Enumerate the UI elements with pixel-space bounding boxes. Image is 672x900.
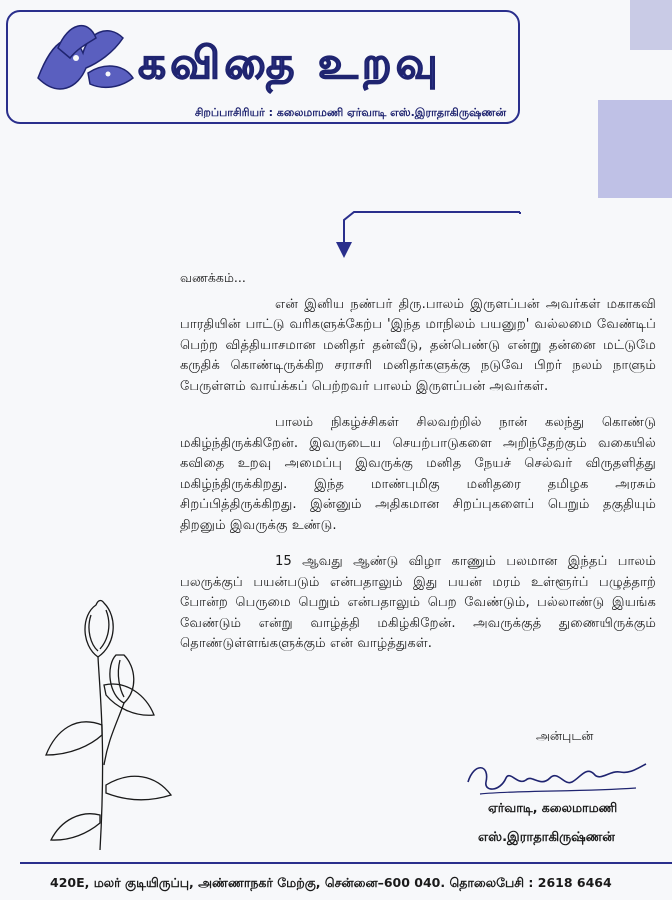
paragraph-1: என் இனிய நண்பர் திரு.பாலம் இருளப்பன் அவர்கள் மகாகவி பாரதியின் பாட்டு வரிகளுக்கேற்ப 'இந்த மாநிலம் பயனுற' வல்லமை வேண்டிப் பெற்ற வித்தியாசமான மனிதர் தன்வீடு, தன்பெண்டு என்று தன்னை மட்டுமே கருதிக் கொண்டிருக்கிற சராசரி மனிதர்களுக்கு நடுவே பிறர் நலம் நாளும் பேருள்ளம் வாய்க்கப் பெற்றவர் பாலம் இருளப்பன் அவர்கள். — [180, 296, 656, 394]
editor-credit: சிறப்பாசிரியர் : கலைமாமணி ஏர்வாடி எஸ்.இராதாகிருஷ்ணன் — [194, 106, 506, 119]
handwritten-signature — [460, 752, 650, 802]
footer-divider — [20, 862, 672, 864]
arrow-down-icon — [330, 124, 530, 264]
greeting: வணக்கம்... — [180, 270, 246, 285]
paragraph-2: பாலம் நிகழ்ச்சிகள் சிலவற்றில் நான் கலந்து கொண்டு மகிழ்ந்திருக்கிறேன். இவருடைய செயற்பாடுகளை அறிந்தேற்கும் வகையில் கவிதை உறவு அமைப்பு இவருக்கு மனித நேயச் செல்வர் விருதளித்து மகிழ்ந்திருக்கிறது. இந்த மாண்புமிகு மனிதரை தமிழக அரசும் சிறப்பித்திருக்கிறது. இன்னும் அதிகமான சிறப்புகளைப் பெறும் தகுதியும் திறனும் இவருக்கு உண்டு. — [180, 415, 656, 533]
magazine-title: கவிதை உறவு — [138, 38, 442, 89]
letterhead-box — [6, 10, 520, 124]
closing-salutation: அன்புடன் — [536, 728, 594, 743]
decorative-strip-side — [598, 100, 672, 198]
decorative-strip-top — [630, 0, 672, 50]
signatory-name: எஸ்.இராதாகிருஷ்ணன் — [478, 830, 615, 845]
signatory-title: ஏர்வாடி, கலைமாமணி — [488, 800, 618, 815]
letter-body — [180, 268, 656, 671]
rose-illustration-icon — [36, 585, 176, 855]
footer-address: 420E, மலர் குடியிருப்பு, அண்ணாநகர் மேற்கு, சென்னை–600 040. தொலைபேசி : 2618 6464 — [50, 875, 612, 890]
doves-logo-icon — [28, 18, 138, 108]
paragraph-3: 15 ஆவது ஆண்டு விழா காணும் பலமான இந்தப் பாலம் பலருக்குப் பயன்படும் என்பதாலும் இது பயன் மரம் உள்ளூர்ப் பழுத்தாற் போன்ற பெருமை பெறும் என்பதாலும் பெற வேண்டும், பல்லாண்டு இயங்க வேண்டும் என்று வாழ்த்தி மகிழ்கிறேன். அவருக்குத் துணையிருக்கும் தொண்டுள்ளங்களுக்கும் என் வாழ்த்துகள். — [180, 554, 656, 651]
